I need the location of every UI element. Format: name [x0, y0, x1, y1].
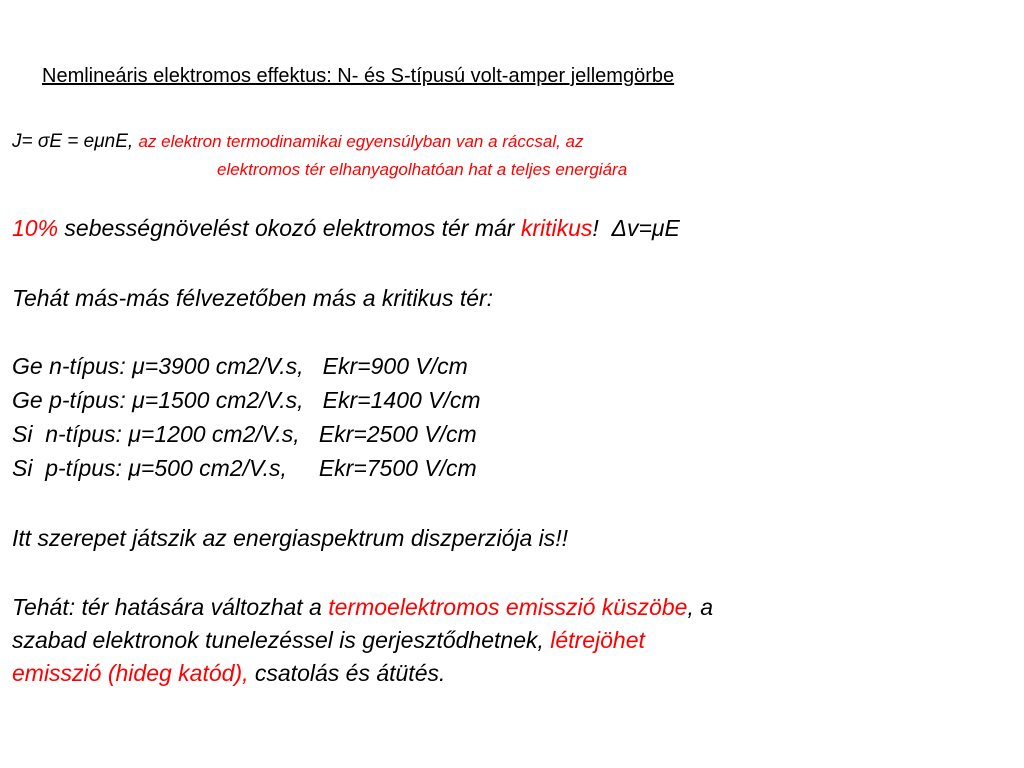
- conclusion-text-1: Tehát: tér hatására változhat a: [12, 594, 329, 620]
- dispersion-note: Itt szerepet játszik az energiaspektrum diszperziója is!!: [12, 525, 569, 551]
- formula-note-line1: az elektron termodinamikai egyensúlyban van a ráccsal, az: [138, 132, 584, 151]
- intro-text: Tehát más-más félvezetőben más a kritikus tér:: [12, 285, 494, 311]
- critical-keyword: kritikus: [520, 215, 593, 241]
- conclusion-highlight-3: emisszió (hideg katód),: [12, 660, 249, 686]
- conclusion-highlight-2: létrejöhet: [550, 627, 645, 653]
- conclusion-line-1: [12, 596, 713, 619]
- conclusion-line-2: [12, 629, 645, 652]
- slide-title: Nemlineáris elektromos effektus: N- és S-típusú volt-amper jellemgörbe: [42, 65, 675, 87]
- conclusion-text-2: , a: [687, 594, 714, 620]
- conclusion-text-4: csatolás és átütés.: [248, 660, 446, 686]
- formula-note-line2: elektromos tér elhanyagolhatóan hat a teljes energiára: [217, 160, 628, 179]
- material-row-si-n: Si n-típus: μ=1200 cm2/V.s, Ekr=2500 V/cm: [12, 421, 477, 447]
- current-density-formula: [12, 132, 584, 151]
- critical-percent: 10%: [12, 215, 59, 241]
- critical-text-2: ! Δv=μE: [592, 215, 680, 241]
- formula-equation: J= σE = eμnE,: [12, 131, 139, 152]
- material-row-si-p: Si p-típus: μ=500 cm2/V.s, Ekr=7500 V/cm: [12, 455, 477, 481]
- material-row-ge-p: Ge p-típus: μ=1500 cm2/V.s, Ekr=1400 V/cm: [12, 387, 481, 413]
- critical-text-1: sebességnövelést okozó elektromos tér már: [58, 215, 521, 241]
- conclusion-highlight-1: termoelektromos emisszió küszöbe: [328, 594, 688, 620]
- material-row-ge-n: Ge n-típus: μ=3900 cm2/V.s, Ekr=900 V/cm: [12, 353, 468, 379]
- conclusion-line-3: [12, 662, 445, 685]
- critical-field-statement: [12, 217, 680, 240]
- conclusion-text-3: szabad elektronok tunelezéssel is gerjesztődhetnek,: [12, 627, 551, 653]
